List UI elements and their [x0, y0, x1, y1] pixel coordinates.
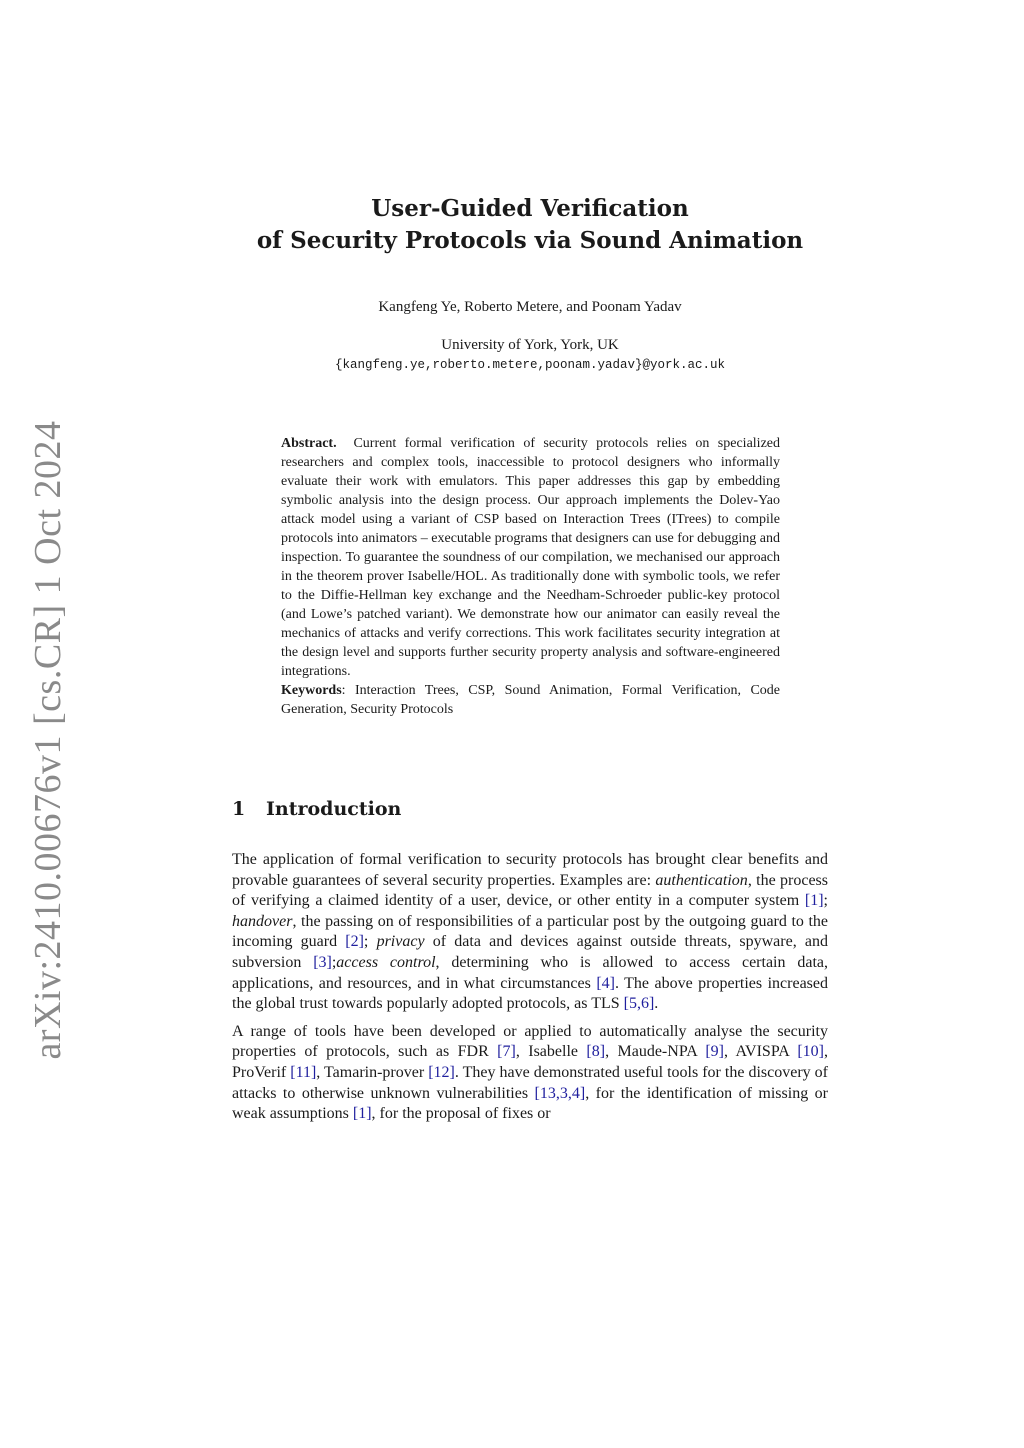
term-handover: handover [232, 912, 293, 930]
text-run: , for the proposal of fixes or [371, 1105, 551, 1123]
text-run: , the process of verifying a claimed identity of a user, device, or other entity in a computer system [232, 871, 829, 910]
text-run: , Maude-NPA [605, 1043, 706, 1061]
abstract-label: Abstract. [281, 436, 337, 451]
citation-link[interactable]: [4] [596, 974, 615, 992]
term-privacy: privacy [376, 933, 425, 951]
citation-link[interactable]: [10] [797, 1043, 824, 1061]
text-run: The application of formal verification to security protocols has brought clear benefits and provable guarantees of several security properties. Examples are: [232, 851, 828, 889]
citation-link[interactable]: [1] [804, 892, 824, 910]
citation-link[interactable]: [7] [497, 1043, 516, 1061]
section-number: 1 [232, 798, 246, 820]
citation-link[interactable]: [5,6] [623, 995, 655, 1013]
text-run: ; [331, 953, 337, 971]
abstract-body [281, 434, 780, 681]
paragraph-2 [232, 1022, 828, 1125]
citation-link[interactable]: [11] [290, 1063, 317, 1081]
affiliation: University of York, York, UK [441, 337, 619, 353]
body-text [232, 850, 828, 1132]
text-run: , Isabelle [515, 1043, 587, 1061]
abstract-text: Current formal verification of security protocols relies on specialized researchers and complex tools, inaccessible to protocol designers who informally evaluate their work with emulators. This paper addresses this gap by embedding symbolic analysis into the design process. Our approach implements the Dolev-Yao attack model using a variant of CSP based on Interaction Trees (ITrees) to compile protocols into animators – executable programs that designers can use for debugging and inspection. To guarantee the soundness of our compilation, we mechanised our approach in the theorem prover Isabelle/HOL. As traditionally done with symbolic tools, we refer to the Diffie-Hellman key exchange and the Needham-Schroeder public-key protocol (and Lowe’s patched variant). We demonstrate how our animator can easily reveal the mechanics of attacks and verify corrections. This work facilitates security integration at the design level and supports further security property analysis and software-engineered integrations. [281, 436, 780, 679]
section-heading [232, 798, 401, 820]
title-line-1: User-Guided Verification [371, 195, 689, 222]
term-authentication: authentication [655, 871, 748, 889]
text-run: of data and devices against outside threats, spyware, and subversion [232, 933, 829, 971]
paper-title [200, 193, 860, 257]
text-run: , Tamarin-prover [316, 1063, 429, 1081]
citation-link[interactable]: [13,3,4] [534, 1084, 586, 1102]
citation-link[interactable]: [2] [345, 933, 364, 951]
text-run: , ProVerif [232, 1043, 828, 1081]
citation-link[interactable]: [3] [313, 953, 332, 971]
text-run: , determining who is allowed to access certain data, applications, and resources, and in what circumstances [232, 953, 828, 992]
keywords-label: Keywords [281, 683, 342, 698]
abstract [281, 434, 780, 719]
arxiv-identifier: arXiv:2410.00676v1 [cs.CR] 1 Oct 2024 [27, 420, 69, 1060]
text-run: ; [823, 892, 828, 910]
text-run: , the passing on of responsibilities of a particular post by the outgoing guard to the incoming guard [232, 912, 828, 951]
text-run: ; [363, 933, 377, 951]
title-line-2: of Security Protocols via Sound Animation [256, 227, 804, 254]
citation-link[interactable]: [8] [586, 1043, 606, 1061]
citation-link[interactable]: [12] [428, 1063, 455, 1081]
text-run: A range of tools have been developed or applied to automatically analyse the security properties of protocols, such as FDR [232, 1022, 828, 1061]
text-run: . They have demonstrated useful tools for the discovery of attacks to otherwise unknown vulnerabilities [232, 1063, 828, 1102]
term-access-control: access control [336, 953, 436, 971]
text-run: , for the identification of missing or weak assumptions [232, 1084, 829, 1123]
text-run: , AVISPA [724, 1043, 798, 1061]
keywords-text: : Interaction Trees, CSP, Sound Animation, Formal Verification, Code Generation, Security Protocols [281, 683, 780, 717]
citation-link[interactable]: [9] [705, 1043, 724, 1061]
email-addresses: {kangfeng.ye,roberto.metere,poonam.yadav}@york.ac.uk [334, 358, 726, 372]
text-run: . [654, 995, 659, 1013]
section-title: Introduction [266, 798, 402, 820]
paragraph-1 [232, 850, 828, 1015]
text-run: . The above properties increased the global trust towards popularly adopted protocols, as TLS [232, 974, 828, 1013]
citation-link[interactable]: [1] [352, 1105, 372, 1123]
authors: Kangfeng Ye, Roberto Metere, and Poonam Yadav [378, 299, 682, 315]
keywords [281, 681, 780, 719]
